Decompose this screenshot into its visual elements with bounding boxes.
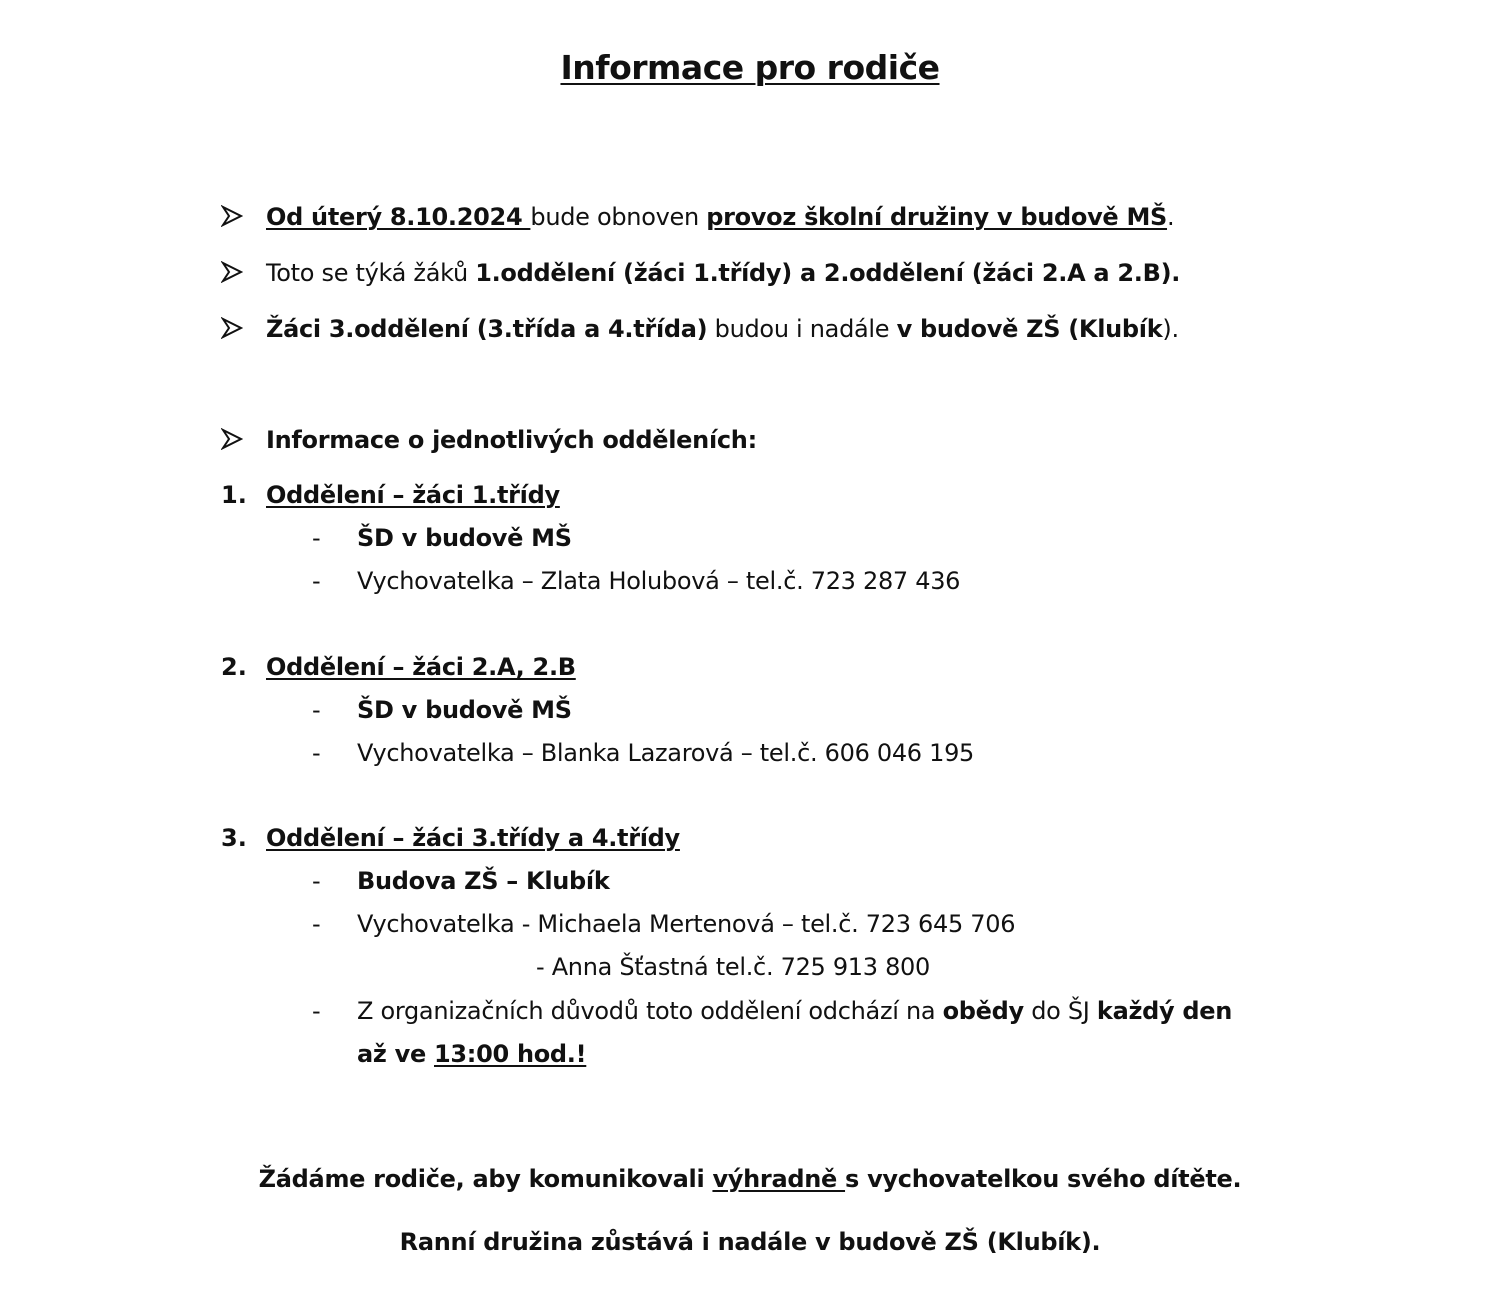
info-heading: Informace o jednotlivých odděleních: [266, 426, 757, 454]
page-title-text: Informace pro rodiče [560, 48, 940, 87]
dash-bullet: - [312, 524, 321, 552]
note-highlight: až ve [357, 1040, 434, 1068]
intro-line-1 [266, 200, 1174, 234]
section-teacher: Vychovatelka – Blanka Lazarová – tel.č. 606 046 195 [357, 739, 975, 767]
note-time: 13:00 hod.! [434, 1040, 587, 1068]
section-teacher: Vychovatelka – Zlata Holubová – tel.č. 723 287 436 [357, 567, 961, 595]
intro-text: . [1167, 203, 1175, 231]
section-heading: Oddělení – žáci 1.třídy [266, 481, 560, 509]
note-text: Z organizačních důvodů toto oddělení odchází na [357, 997, 943, 1025]
intro-text: Toto se týká žáků [266, 259, 476, 287]
arrow-bullet-icon [221, 312, 245, 346]
intro-highlight: Žáci 3.oddělení (3.třída a 4.třída) [266, 315, 708, 343]
footer-emphasis: výhradně [712, 1165, 846, 1193]
intro-line-3 [266, 312, 1179, 346]
note-text: do ŠJ [1023, 997, 1097, 1025]
dash-bullet: - [312, 567, 321, 595]
dash-bullet: - [312, 997, 321, 1025]
intro-highlight: provoz školní družiny v budově MŠ [706, 203, 1168, 231]
section-note-line-1 [357, 994, 1232, 1028]
section-number: 1. [221, 481, 247, 509]
section-number: 3. [221, 824, 247, 852]
intro-text: ). [1162, 315, 1179, 343]
intro-highlight: v budově ZŠ (Klubík [896, 315, 1163, 343]
dash-bullet: - [312, 739, 321, 767]
intro-highlight: 1.oddělení (žáci 1.třídy) a 2.oddělení (žáci 2.A a 2.B). [475, 259, 1181, 287]
footer-text: s vychovatelkou svého dítěte. [845, 1165, 1242, 1193]
footer-text: Žádáme rodiče, aby komunikovali [258, 1165, 713, 1193]
section-number: 2. [221, 653, 247, 681]
section-heading: Oddělení – žáci 3.třídy a 4.třídy [266, 824, 680, 852]
note-highlight: obědy [942, 997, 1024, 1025]
section-note-line-2 [357, 1037, 586, 1071]
intro-text: budou i nadále [707, 315, 897, 343]
arrow-bullet-icon [221, 256, 245, 290]
footer-line-2: Ranní družina zůstává i nadále v budově ZŠ (Klubík). [399, 1228, 1101, 1256]
section-teacher-2: - Anna Šťastná tel.č. 725 913 800 [536, 953, 930, 981]
arrow-bullet-icon [221, 200, 245, 234]
page-title [0, 44, 1500, 92]
intro-line-2 [266, 256, 1180, 290]
section-heading: Oddělení – žáci 2.A, 2.B [266, 653, 576, 681]
note-highlight: každý den [1096, 997, 1233, 1025]
arrow-bullet-icon [221, 423, 245, 457]
intro-date: Od úterý 8.10.2024 [266, 203, 531, 231]
dash-bullet: - [312, 910, 321, 938]
section-location: ŠD v budově MŠ [357, 696, 572, 724]
footer-line-1 [0, 1162, 1500, 1196]
dash-bullet: - [312, 867, 321, 895]
intro-text: bude obnoven [530, 203, 707, 231]
dash-bullet: - [312, 696, 321, 724]
section-location: ŠD v budově MŠ [357, 524, 572, 552]
section-teacher: Vychovatelka - Michaela Mertenová – tel.č. 723 645 706 [357, 910, 1016, 938]
section-location: Budova ZŠ – Klubík [357, 867, 610, 895]
